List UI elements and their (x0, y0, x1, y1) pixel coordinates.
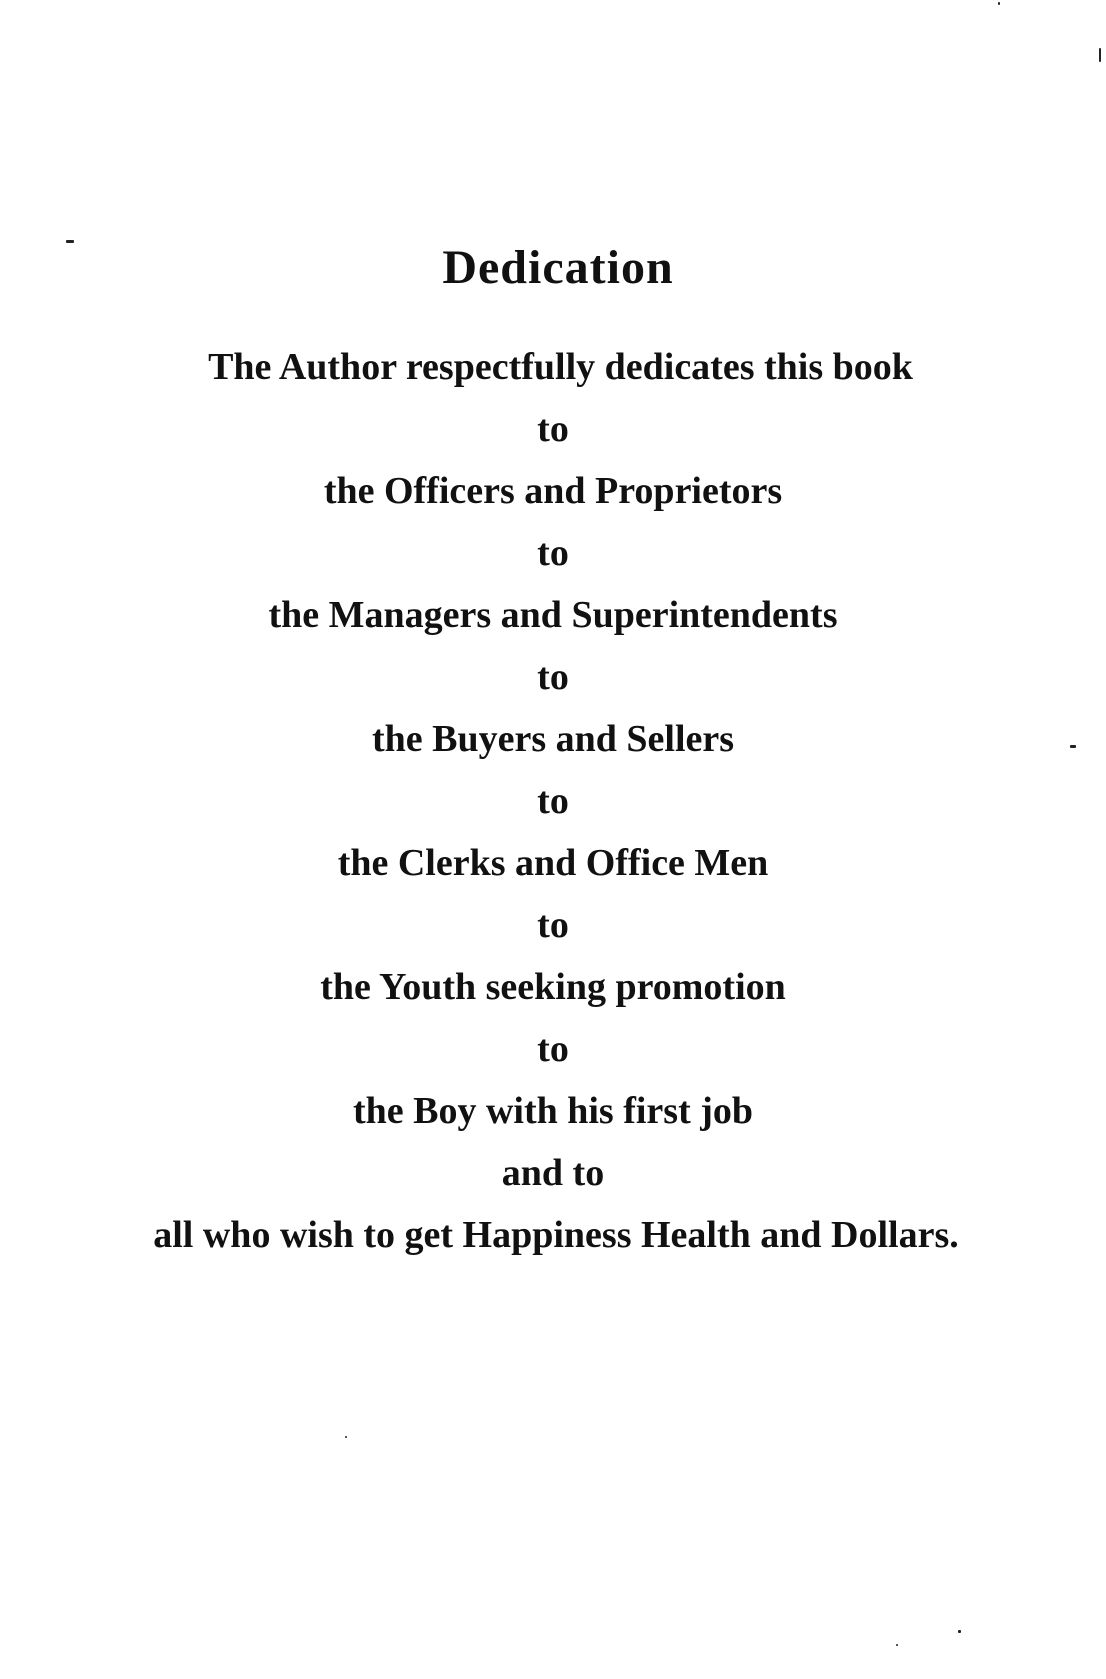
dedication-line: the Clerks and Office Men (337, 842, 769, 884)
scan-speck (345, 1436, 347, 1438)
dedication-line: to (537, 904, 569, 946)
scan-speck (1099, 48, 1101, 62)
dedication-line: the Youth seeking promotion (320, 966, 786, 1008)
dedication-line: The Author respectfully dedicates this book (208, 346, 913, 388)
dedication-line: and to (501, 1152, 605, 1194)
dedication-line: to (537, 532, 569, 574)
scan-speck (66, 240, 74, 243)
dedication-line: the Buyers and Sellers (371, 718, 735, 760)
dedication-line: the Managers and Superintendents (268, 594, 838, 636)
dedication-line: to (537, 408, 569, 450)
scan-speck (896, 1644, 898, 1646)
page-title: Dedication (442, 241, 674, 294)
dedication-line: all who wish to get Happiness Health and Dollars. (153, 1214, 959, 1256)
scan-speck (1070, 745, 1076, 748)
dedication-line: the Boy with his first job (352, 1090, 754, 1132)
scan-speck (958, 1630, 961, 1633)
dedication-line: to (537, 780, 569, 822)
dedication-line: the Officers and Proprietors (323, 470, 783, 512)
scan-speck (998, 2, 1000, 5)
dedication-line: to (537, 1028, 569, 1070)
dedication-line: to (537, 656, 569, 698)
